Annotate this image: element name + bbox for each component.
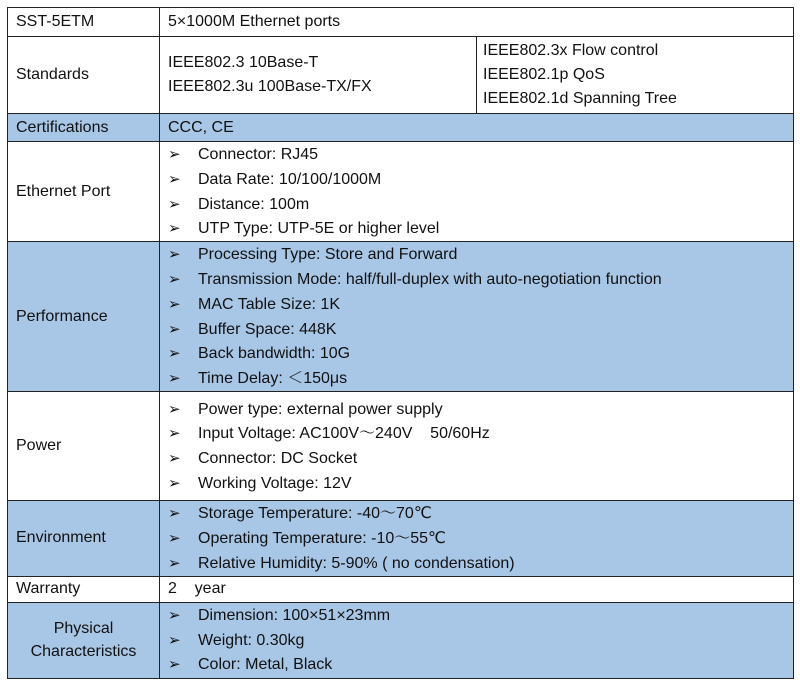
- list-item: [160, 471, 793, 496]
- warranty-value: 2 year: [160, 576, 794, 602]
- arrow-bullet-icon: ➢: [168, 473, 181, 492]
- physical-label-line2: Characteristics: [30, 643, 137, 661]
- list-item: [160, 292, 793, 317]
- item-text: Storage Temperature: -40～70℃: [198, 505, 432, 523]
- list-item: [160, 142, 793, 167]
- standards-cell: [160, 37, 794, 114]
- arrow-bullet-icon: ➢: [168, 270, 181, 289]
- physical-list: [160, 602, 794, 678]
- item-text: Input Voltage: AC100V～240V 50/60Hz: [198, 425, 490, 443]
- arrow-bullet-icon: ➢: [168, 605, 181, 624]
- model-label: SST-5ETM: [8, 8, 160, 37]
- arrow-bullet-icon: ➢: [168, 528, 181, 547]
- list-item: [160, 628, 793, 653]
- item-text: Weight: 0.30kg: [198, 631, 305, 649]
- list-item: [160, 551, 793, 576]
- list-item: [160, 397, 793, 422]
- ethernet-port-label: Ethernet Port: [8, 142, 160, 242]
- list-item: [160, 192, 793, 217]
- item-text: Processing Type: Store and Forward: [198, 246, 458, 264]
- item-text: Working Voltage: 12V: [198, 474, 352, 492]
- list-item: [160, 421, 793, 446]
- row-power: [8, 392, 794, 501]
- list-item: [160, 446, 793, 471]
- performance-label: Performance: [8, 242, 160, 392]
- item-text: Data Rate: 10/100/1000M: [198, 170, 382, 188]
- item-text: Time Delay: ＜150μs: [198, 370, 348, 388]
- arrow-bullet-icon: ➢: [168, 169, 181, 188]
- list-item: [160, 216, 793, 241]
- item-text: Back bandwidth: 10G: [198, 345, 351, 363]
- arrow-bullet-icon: ➢: [168, 194, 181, 213]
- arrow-bullet-icon: ➢: [168, 369, 181, 388]
- arrow-bullet-icon: ➢: [168, 424, 181, 443]
- list-item: [160, 526, 793, 551]
- performance-list: [160, 242, 794, 392]
- row-certifications: [8, 114, 794, 142]
- power-label: Power: [8, 392, 160, 501]
- item-text: Power type: external power supply: [198, 400, 443, 418]
- standard-item: IEEE802.3 10Base-T: [168, 54, 319, 71]
- standard-item: IEEE802.1d Spanning Tree: [483, 90, 677, 107]
- row-physical: [8, 602, 794, 678]
- arrow-bullet-icon: ➢: [168, 319, 181, 338]
- row-warranty: [8, 576, 794, 602]
- standards-left: [160, 37, 477, 113]
- row-performance: [8, 242, 794, 392]
- warranty-label: Warranty: [8, 576, 160, 602]
- arrow-bullet-icon: ➢: [168, 449, 181, 468]
- list-item: [160, 167, 793, 192]
- list-item: [160, 652, 793, 677]
- row-environment: [8, 501, 794, 576]
- arrow-bullet-icon: ➢: [168, 630, 181, 649]
- list-item: [160, 267, 793, 292]
- standards-right: [477, 37, 794, 113]
- list-item: [160, 366, 793, 391]
- item-text: Transmission Mode: half/full-duplex with auto-negotiation function: [198, 271, 662, 289]
- physical-label: [8, 602, 160, 678]
- item-text: Dimension: 100×51×23mm: [198, 606, 391, 624]
- item-text: UTP Type: UTP-5E or higher level: [198, 220, 440, 238]
- standard-item: IEEE802.1p QoS: [483, 66, 605, 83]
- list-item: [160, 317, 793, 342]
- item-text: Relative Humidity: 5-90% ( no condensation): [198, 554, 515, 572]
- standard-item: IEEE802.3u 100Base-TX/FX: [168, 78, 372, 95]
- list-item: [160, 603, 793, 628]
- arrow-bullet-icon: ➢: [168, 245, 181, 264]
- arrow-bullet-icon: ➢: [168, 294, 181, 313]
- arrow-bullet-icon: ➢: [168, 553, 181, 572]
- row-ethernet-port: [8, 142, 794, 242]
- item-text: Connector: DC Socket: [198, 450, 358, 468]
- standards-label: Standards: [8, 37, 160, 114]
- standards-inner: [160, 37, 793, 113]
- arrow-bullet-icon: ➢: [168, 145, 181, 163]
- item-text: Distance: 100m: [198, 195, 310, 213]
- model-value: 5×1000M Ethernet ports: [160, 8, 794, 37]
- standard-item: IEEE802.3x Flow control: [483, 42, 659, 59]
- list-item: [160, 341, 793, 366]
- list-item: [160, 501, 793, 526]
- power-list: [160, 392, 794, 501]
- certifications-value: CCC, CE: [160, 114, 794, 142]
- item-text: Buffer Space: 448K: [198, 320, 337, 338]
- item-text: Color: Metal, Black: [198, 656, 333, 674]
- arrow-bullet-icon: ➢: [168, 504, 181, 523]
- arrow-bullet-icon: ➢: [168, 399, 181, 418]
- row-standards: [8, 37, 794, 114]
- environment-label: Environment: [8, 501, 160, 576]
- item-text: Connector: RJ45: [198, 146, 319, 163]
- arrow-bullet-icon: ➢: [168, 219, 181, 238]
- list-item: [160, 242, 793, 267]
- spec-table: [7, 7, 794, 679]
- physical-label-line1: Physical: [53, 620, 114, 638]
- certifications-label: Certifications: [8, 114, 160, 142]
- ethernet-port-list: [160, 142, 794, 242]
- item-text: Operating Temperature: -10～55℃: [198, 529, 447, 547]
- environment-list: [160, 501, 794, 576]
- row-model: [8, 8, 794, 37]
- arrow-bullet-icon: ➢: [168, 655, 181, 674]
- arrow-bullet-icon: ➢: [168, 344, 181, 363]
- item-text: MAC Table Size: 1K: [198, 295, 340, 313]
